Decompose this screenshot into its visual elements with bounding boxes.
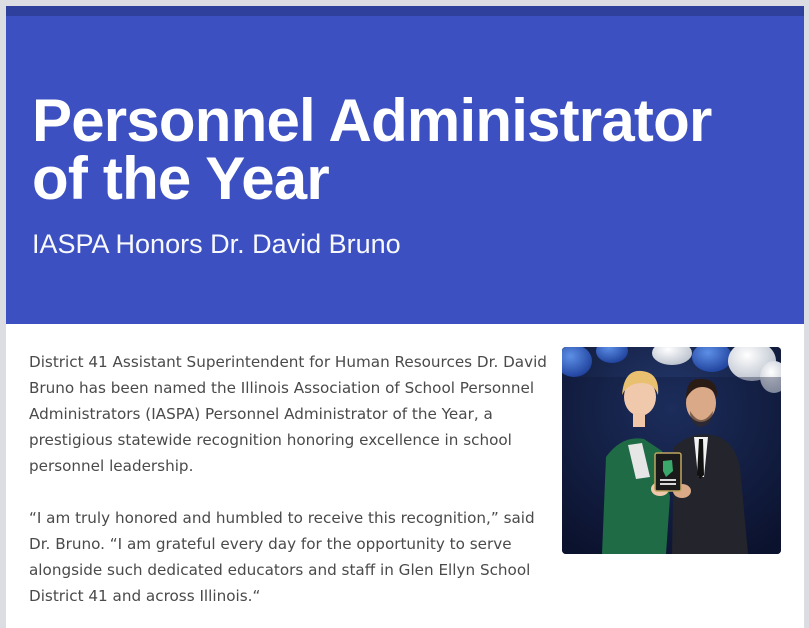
page-title xyxy=(32,87,792,212)
title-line-1: Personnel Administrator xyxy=(32,87,712,154)
title-line-2: of the Year xyxy=(32,145,329,212)
article-text xyxy=(29,349,549,628)
article-paragraph-1: District 41 Assistant Superintendent for Human Resources Dr. David Bruno has been named the Illinois Association of School Personnel Administrators (IASPA) Personnel Administrator of the Year, a prestigious statewide recognition honoring excellence in school personnel leadership. xyxy=(29,353,547,475)
hero-banner xyxy=(6,6,804,324)
award-photo xyxy=(562,347,781,554)
award-photo-illustration xyxy=(562,347,781,554)
page-subtitle: IASPA Honors Dr. David Bruno xyxy=(32,229,401,259)
newsletter-card xyxy=(6,6,804,628)
article-paragraph-2: “I am truly honored and humbled to receive this recognition,” said Dr. Bruno. “I am grateful every day for the opportunity to serve alongside such dedicated educators and staff in Glen Ellyn School District 41 and across Illinois.“ xyxy=(29,509,535,605)
